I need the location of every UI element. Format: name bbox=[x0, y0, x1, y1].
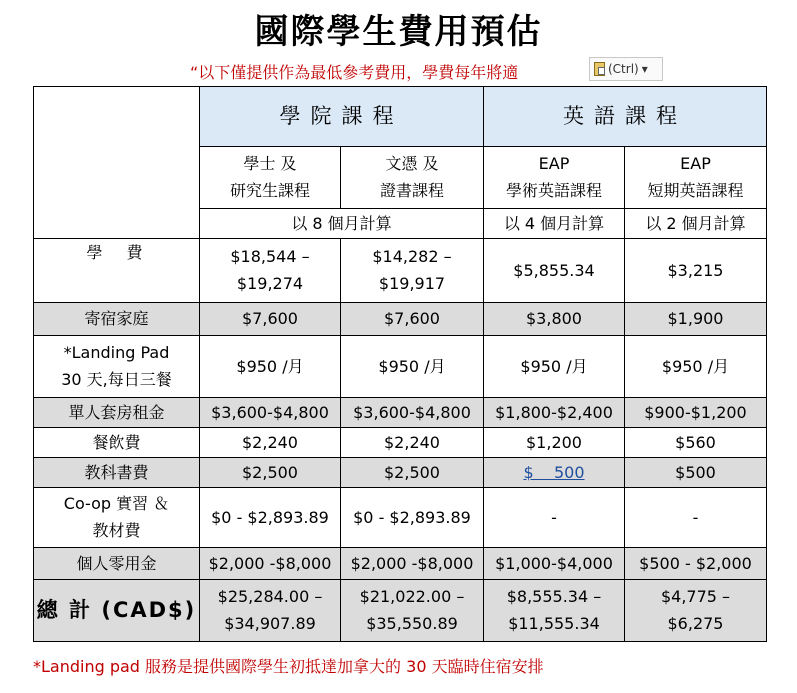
table-cell: $1,000-$4,000 bbox=[484, 548, 625, 580]
table-cell: $2,500 bbox=[341, 458, 484, 488]
row-label-tuition: 學 費 bbox=[34, 239, 200, 303]
table-cell: $950 /月 bbox=[484, 336, 625, 398]
table-cell: $14,282 – $19,917 bbox=[341, 239, 484, 303]
table-cell: $3,800 bbox=[484, 303, 625, 336]
clipboard-icon bbox=[594, 62, 605, 76]
column-header: 學士 及 研究生課程 bbox=[200, 147, 341, 209]
table-cell: $500 bbox=[625, 458, 767, 488]
table-cell: $950 /月 bbox=[341, 336, 484, 398]
table-cell: $21,022.00 – $35,550.89 bbox=[341, 580, 484, 642]
column-header: EAP 短期英語課程 bbox=[625, 147, 767, 209]
chevron-down-icon: ▾ bbox=[641, 62, 648, 76]
row-label-homestay: 寄宿家庭 bbox=[34, 303, 200, 336]
row-label-pocket-money: 個人零用金 bbox=[34, 548, 200, 580]
table-cell: $2,500 bbox=[200, 458, 341, 488]
row-label-landing-pad: *Landing Pad 30 天,每日三餐 bbox=[34, 336, 200, 398]
table-cell: $4,775 – $6,275 bbox=[625, 580, 767, 642]
table-cell: $5,855.34 bbox=[484, 239, 625, 303]
table-cell: $7,600 bbox=[200, 303, 341, 336]
table-cell: $2,240 bbox=[341, 428, 484, 458]
group-header-english: 英語課程 bbox=[484, 87, 767, 147]
row-label-books: 教科書費 bbox=[34, 458, 200, 488]
page-title: 國際學生費用預估 bbox=[254, 12, 543, 52]
table-cell: $2,000 -$8,000 bbox=[341, 548, 484, 580]
row-label-food: 餐飲費 bbox=[34, 428, 200, 458]
footnote: *Landing pad 服務是提供國際學生初抵達加拿大的 30 天臨時住宿安排 bbox=[33, 657, 544, 676]
table-cell: $1,900 bbox=[625, 303, 767, 336]
tuition-basis: 以 4 個月計算 bbox=[484, 209, 625, 239]
table-cell: $8,555.34 – $11,555.34 bbox=[484, 580, 625, 642]
corner-cell bbox=[34, 87, 200, 239]
table-cell: $1,200 bbox=[484, 428, 625, 458]
table-cell: $2,000 -$8,000 bbox=[200, 548, 341, 580]
table-cell: $950 /月 bbox=[625, 336, 767, 398]
table-cell: $1,800-$2,400 bbox=[484, 398, 625, 428]
row-label-coop: Co-op 實習 ＆ 教材費 bbox=[34, 488, 200, 548]
table-cell: $0 - $2,893.89 bbox=[341, 488, 484, 548]
table-cell: $25,284.00 – $34,907.89 bbox=[200, 580, 341, 642]
table-cell: $900-$1,200 bbox=[625, 398, 767, 428]
table-cell: $2,240 bbox=[200, 428, 341, 458]
table-cell: $560 bbox=[625, 428, 767, 458]
book-fee-link[interactable]: $ 500 bbox=[523, 462, 585, 482]
table-cell: $3,600-$4,800 bbox=[200, 398, 341, 428]
tuition-basis: 以 2 個月計算 bbox=[625, 209, 767, 239]
table-cell: $3,215 bbox=[625, 239, 767, 303]
fee-table bbox=[33, 86, 767, 642]
table-cell bbox=[484, 458, 625, 488]
row-label-total: 總 計 (CAD$) bbox=[34, 580, 200, 642]
group-header-college: 學院課程 bbox=[200, 87, 484, 147]
column-header: 文憑 及 證書課程 bbox=[341, 147, 484, 209]
table-cell: $950 /月 bbox=[200, 336, 341, 398]
table-cell: $7,600 bbox=[341, 303, 484, 336]
paste-options-button[interactable] bbox=[589, 57, 663, 81]
table-cell: $3,600-$4,800 bbox=[341, 398, 484, 428]
table-cell: - bbox=[484, 488, 625, 548]
top-note: “以下僅提供作為最低參考費用，學費每年將適 bbox=[190, 63, 519, 82]
table-cell: $0 - $2,893.89 bbox=[200, 488, 341, 548]
table-cell: $500 - $2,000 bbox=[625, 548, 767, 580]
table-cell: - bbox=[625, 488, 767, 548]
column-header: EAP 學術英語課程 bbox=[484, 147, 625, 209]
row-label-rent: 單人套房租金 bbox=[34, 398, 200, 428]
tuition-basis: 以 8 個月計算 bbox=[200, 209, 484, 239]
table-cell: $18,544 – $19,274 bbox=[200, 239, 341, 303]
ctrl-label: (Ctrl) bbox=[608, 62, 639, 76]
